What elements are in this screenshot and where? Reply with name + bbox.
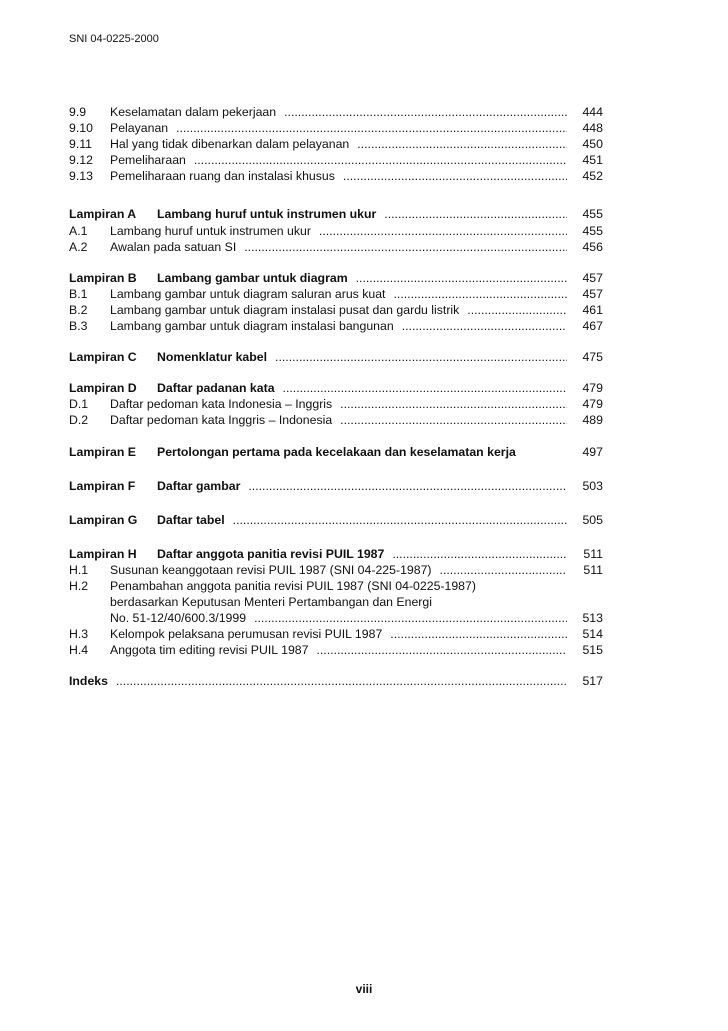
dot-leader: [384, 206, 567, 222]
dot-leader: [244, 239, 567, 255]
entry-page: 489: [582, 413, 603, 428]
entry-title: Daftar pedoman kata Indonesia – Inggris: [110, 397, 333, 412]
toc-appendix-b[interactable]: [69, 270, 603, 286]
entry-page: 479: [582, 381, 603, 396]
toc-index[interactable]: [69, 673, 603, 689]
entry-title: Hal yang tidak dibenarkan dalam pelayanan: [110, 137, 350, 152]
appendix-label: Lampiran F: [69, 478, 136, 493]
dot-leader: [194, 152, 567, 168]
section-gap: [69, 494, 603, 512]
appendix-label: Lampiran B: [69, 270, 137, 285]
entry-title: Pemeliharaan ruang dan instalasi khusus: [110, 169, 335, 184]
entry-title-line-1: Penambahan anggota panitia revisi PUIL 1987 (SNI 04-0225-1987): [110, 578, 476, 593]
entry-page: 513: [582, 611, 603, 626]
section-gap: [69, 334, 603, 349]
appendix-title: Daftar padanan kata: [157, 381, 275, 396]
entry-title: Keselamatan dalam pekerjaan: [110, 105, 277, 119]
dot-leader: [467, 302, 567, 318]
appendix-title: Lambang huruf untuk instrumen ukur: [157, 207, 377, 222]
entry-number: B.3: [69, 319, 88, 334]
entry-number: B.1: [69, 286, 88, 301]
appendix-title: Daftar anggota panitia revisi PUIL 1987: [157, 546, 385, 561]
page-number: viii: [355, 982, 373, 996]
toc-entry-9-9[interactable]: [69, 104, 603, 120]
section-gap: [69, 184, 603, 206]
entry-title: Kelompok pelaksana perumusan revisi PUIL 1987: [110, 627, 383, 642]
dot-leader: [440, 562, 567, 578]
section-gap: [69, 460, 603, 478]
dot-leader: [284, 104, 567, 120]
dot-leader: [340, 412, 567, 428]
entry-page: 511: [583, 562, 603, 577]
dot-leader: [356, 270, 567, 286]
toc-entry-d-1[interactable]: [69, 396, 603, 412]
dot-leader: [233, 512, 567, 528]
entry-title: Awalan pada satuan SI: [110, 239, 237, 254]
toc-appendix-d[interactable]: [69, 380, 603, 396]
appendix-label: Lampiran G: [69, 512, 138, 527]
entry-page: 461: [582, 302, 603, 317]
dot-leader: [392, 546, 567, 562]
toc-appendix-e[interactable]: [69, 444, 603, 460]
dot-leader: [254, 610, 567, 626]
toc-entry-d-2[interactable]: [69, 412, 603, 428]
entry-title: Daftar pedoman kata Inggris – Indonesia: [110, 413, 333, 428]
appendix-title: Pertolongan pertama pada kecelakaan dan keselamatan kerja: [157, 444, 516, 459]
entry-page: 514: [582, 627, 603, 642]
entry-page: 450: [582, 137, 603, 152]
entry-page: 456: [582, 239, 603, 254]
toc-entry-b-2[interactable]: [69, 302, 603, 318]
entry-title-line-3: No. 51-12/40/600.3/1999: [110, 611, 247, 626]
toc-entry-b-3[interactable]: [69, 318, 603, 334]
dot-leader: [357, 136, 567, 152]
section-gap: [69, 658, 603, 673]
entry-number: H.1: [69, 562, 89, 577]
dot-leader: [116, 673, 567, 689]
entry-page: 455: [582, 207, 603, 222]
toc-entry-b-1[interactable]: [69, 286, 603, 302]
entry-page: 452: [582, 169, 603, 184]
entry-number: H.3: [69, 627, 89, 642]
entry-title: Lambang gambar untuk diagram instalasi pusat dan gardu listrik: [110, 302, 460, 317]
entry-title: Pemeliharaan: [110, 153, 186, 168]
dot-leader: [176, 120, 567, 136]
appendix-label: Lampiran D: [69, 381, 137, 396]
entry-title: Anggota tim editing revisi PUIL 1987: [110, 643, 309, 658]
dot-leader: [340, 396, 567, 412]
entry-title: Lambang gambar untuk diagram instalasi bangunan: [110, 319, 394, 334]
entry-number: 9.11: [69, 137, 93, 152]
appendix-label: Lampiran E: [69, 444, 136, 459]
dot-leader: [283, 380, 567, 396]
table-of-contents: [69, 104, 603, 690]
toc-appendix-h[interactable]: [69, 546, 603, 562]
entry-title: Pelayanan: [110, 121, 169, 136]
dot-leader: [393, 286, 567, 302]
entry-page: 457: [582, 286, 603, 301]
entry-number: 9.10: [69, 121, 93, 136]
dot-leader: [248, 478, 567, 494]
toc-entry-9-11[interactable]: [69, 136, 603, 152]
entry-page: 457: [582, 270, 603, 285]
toc-entry-h-1[interactable]: [69, 562, 603, 578]
appendix-label: Lampiran A: [69, 207, 137, 222]
section-gap: [69, 528, 603, 546]
dot-leader: [390, 626, 567, 642]
entry-page: 451: [582, 153, 603, 168]
toc-appendix-f[interactable]: [69, 478, 603, 494]
appendix-title: Daftar tabel: [157, 512, 225, 527]
toc-appendix-c[interactable]: [69, 349, 603, 365]
entry-number: H.2: [69, 578, 89, 593]
appendix-title: Lambang gambar untuk diagram: [157, 270, 348, 285]
appendix-label: Lampiran C: [69, 350, 137, 365]
entry-page: 448: [582, 121, 603, 136]
entry-number: D.2: [69, 413, 89, 428]
dot-leader: [275, 349, 567, 365]
toc-appendix-g[interactable]: [69, 512, 603, 528]
section-gap: [69, 365, 603, 380]
entry-page: 503: [582, 478, 603, 493]
dot-leader: [316, 642, 567, 658]
dot-leader: [402, 318, 567, 334]
entry-page: 475: [582, 350, 603, 365]
entry-title: Lambang huruf untuk instrumen ukur: [110, 223, 311, 238]
entry-number: A.2: [69, 239, 88, 254]
entry-page: 515: [582, 643, 603, 658]
toc-entry-9-10[interactable]: [69, 120, 603, 136]
appendix-label: Lampiran H: [69, 546, 137, 561]
entry-page: 517: [582, 674, 603, 689]
toc-entry-h-2[interactable]: [69, 578, 603, 594]
entry-number: A.1: [69, 223, 88, 238]
entry-number: B.2: [69, 302, 88, 317]
entry-number: 9.13: [69, 169, 93, 184]
toc-entry-h-2-continued: [69, 594, 603, 610]
dot-leader: [319, 223, 567, 239]
section-gap: [69, 255, 603, 270]
index-title: Indeks: [69, 674, 108, 689]
dot-leader: [343, 168, 567, 184]
document-code: SNI 04-0225-2000: [69, 33, 159, 45]
entry-page: 467: [582, 319, 603, 334]
toc-entry-h-4[interactable]: [69, 642, 603, 658]
appendix-title: Daftar gambar: [157, 478, 241, 493]
entry-title-line-2: berdasarkan Keputusan Menteri Pertambangan dan Energi: [110, 595, 432, 610]
entry-page: 505: [582, 512, 603, 527]
toc-appendix-a[interactable]: [69, 206, 603, 222]
entry-number: D.1: [69, 397, 89, 412]
entry-number: 9.12: [69, 153, 93, 168]
entry-page: 511: [583, 546, 603, 561]
toc-entry-9-13[interactable]: [69, 168, 603, 184]
toc-entry-a-2[interactable]: [69, 239, 603, 255]
appendix-title: Nomenklatur kabel: [157, 350, 268, 365]
entry-title: Lambang gambar untuk diagram saluran arus kuat: [110, 286, 386, 301]
entry-number: H.4: [69, 643, 89, 658]
entry-page: 479: [582, 397, 603, 412]
toc-entry-h-2-end[interactable]: [69, 610, 603, 626]
toc-entry-a-1[interactable]: [69, 223, 603, 239]
entry-title: Susunan keanggotaan revisi PUIL 1987 (SNI 04-225-1987): [110, 562, 432, 577]
entry-page: 455: [582, 223, 603, 238]
section-gap: [69, 429, 603, 444]
toc-entry-9-12[interactable]: [69, 152, 603, 168]
entry-number: 9.9: [69, 105, 87, 119]
entry-page: 497: [582, 444, 603, 459]
toc-entry-h-3[interactable]: [69, 626, 603, 642]
entry-page: 444: [582, 105, 603, 119]
